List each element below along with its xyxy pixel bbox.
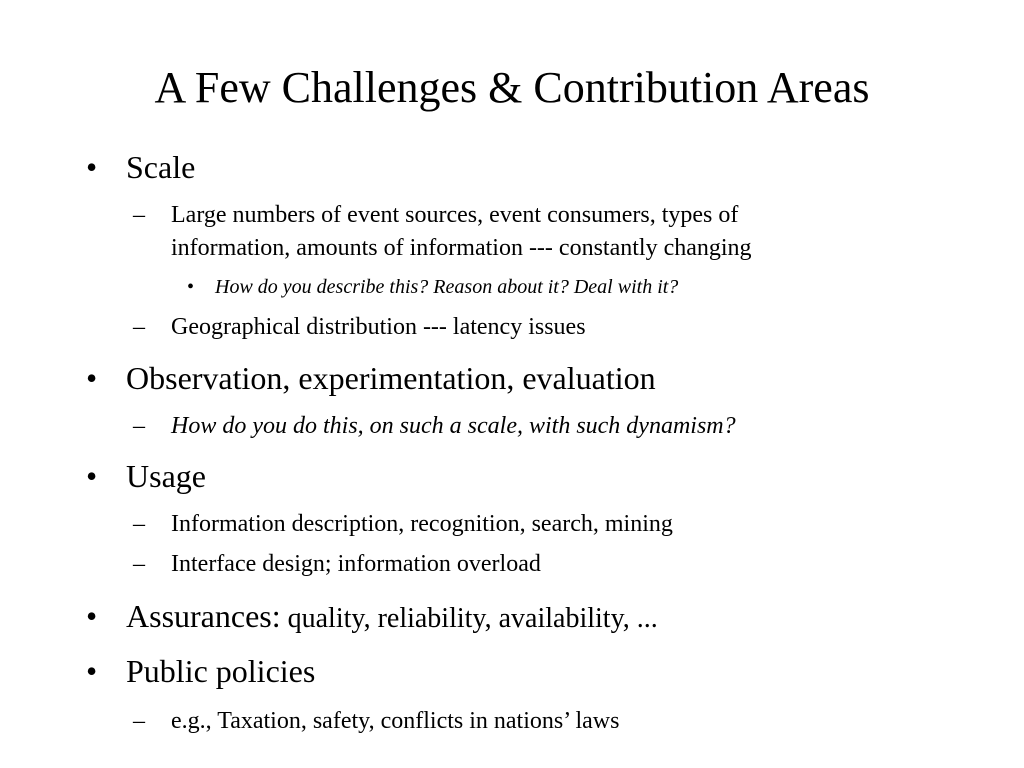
- bullet-marker: •: [187, 276, 195, 298]
- bullet-text: Assurances:: [126, 598, 281, 634]
- dash-marker: –: [133, 413, 145, 439]
- sub-bullet-text: Information description, recognition, search, mining: [171, 511, 673, 537]
- bullet-text-group: [126, 597, 658, 638]
- dash-marker: –: [133, 708, 145, 734]
- dash-marker: –: [133, 202, 145, 228]
- sub-bullet-text: Large numbers of event sources, event consumers, types of: [171, 202, 739, 228]
- slide-title: A Few Challenges & Contribution Areas: [154, 63, 870, 112]
- sub-bullet-text: Geographical distribution --- latency issues: [171, 314, 586, 340]
- bullet-marker: •: [86, 598, 98, 634]
- bullet-marker: •: [86, 149, 98, 185]
- bullet-text: Public policies: [126, 653, 316, 689]
- bullet-text: Scale: [126, 149, 196, 185]
- bullet-text: Usage: [126, 458, 206, 494]
- dash-marker: –: [133, 511, 145, 537]
- dash-marker: –: [133, 551, 145, 577]
- dash-marker: –: [133, 314, 145, 340]
- sub-bullet-text: e.g., Taxation, safety, conflicts in nations’ laws: [171, 708, 620, 734]
- sub-bullet-text-continued: information, amounts of information --- constantly changing: [171, 235, 752, 261]
- bullet-marker: •: [86, 458, 98, 494]
- bullet-text: Observation, experimentation, evaluation: [126, 360, 656, 396]
- sub-bullet-text: Interface design; information overload: [171, 551, 541, 577]
- bullet-text-suffix: quality, reliability, availability, ...: [280, 603, 658, 634]
- sub-sub-bullet-text: How do you describe this? Reason about it? Deal with it?: [215, 276, 679, 298]
- bullet-marker: •: [86, 653, 98, 689]
- bullet-marker: •: [86, 360, 98, 396]
- sub-bullet-text: How do you do this, on such a scale, with such dynamism?: [171, 413, 736, 439]
